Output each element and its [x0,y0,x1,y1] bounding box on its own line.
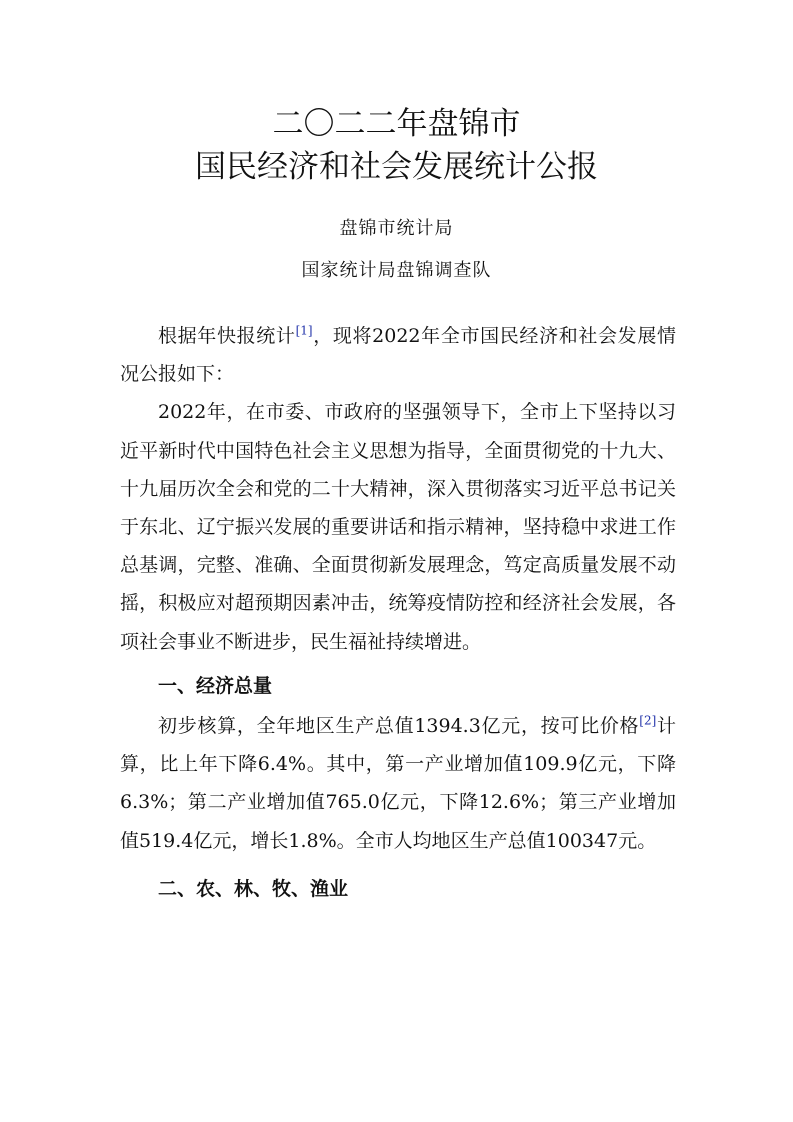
document-title-line-2: 国民经济和社会发展统计公报 [195,149,598,185]
section-heading-agriculture: 二、农、林、牧、渔业 [158,877,349,900]
section-heading-economy: 一、经济总量 [158,674,273,697]
issuer-statistics-bureau: 盘锦市统计局 [339,218,454,239]
document-title-line-1: 二〇二二年盘锦市 [272,106,521,142]
overview-paragraph: 2022年，在市委、市政府的坚强领导下，全市上下坚持以习近平新时代中国特色社会主义思想为指导，全面贯彻党的十九大、十九届历次全会和党的二十大精神，深入贯彻落实习近平总书记关于东北、辽宁振兴发展的重要讲话和指示精神，坚持稳中求进工作总基调，完整、准确、全面贯彻新发展理念，笃定高质量发展不动摇，积极应对超预期因素冲击，统筹疫情防控和经济社会发展，各项社会事业不断进步，民生福祉持续增进。 [120,401,676,653]
economy-text-end: 计算，比上年下降6.4%。其中，第一产业增加值109.9亿元，下降6.3%；第二产业增加值765.0亿元，下降12.6%；第三产业增加值519.4亿元，增长1.8%。全市人均地区生产总值100347元。 [120,715,676,852]
intro-paragraph [120,317,676,393]
intro-text-end: ，现将2022年全市国民经济和社会发展情况公报如下： [120,325,676,386]
footnote-ref-2[interactable]: [2] [639,713,657,728]
document-body [120,317,676,908]
intro-text-start: 根据年快报统计 [158,325,296,347]
economy-paragraph [120,707,676,860]
economy-text-start: 初步核算，全年地区生产总值1394.3亿元，按可比价格 [158,715,640,738]
footnote-ref-1[interactable]: [1] [295,323,313,338]
issuer-survey-team: 国家统计局盘锦调查队 [301,260,492,281]
